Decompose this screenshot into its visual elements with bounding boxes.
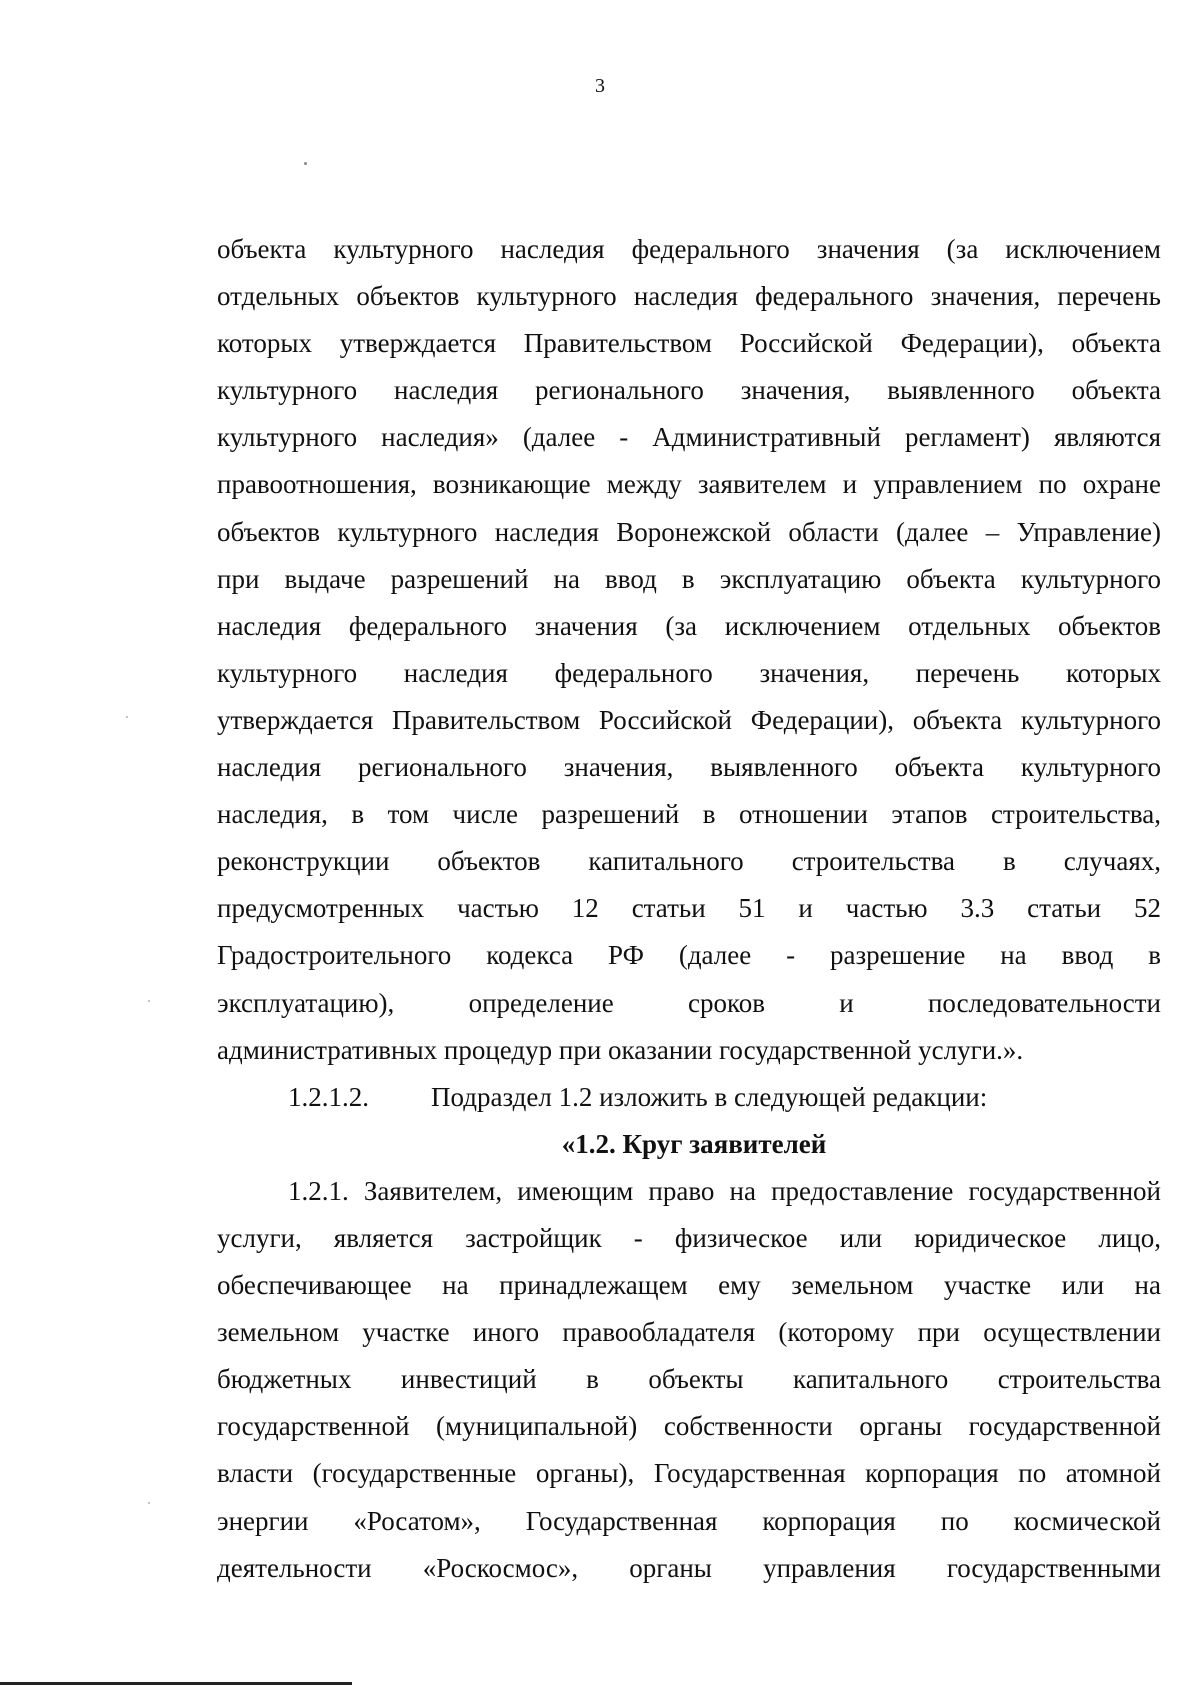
- text-line: при выдаче разрешений на ввод в эксплуатацию объекта культурного: [217, 563, 1161, 594]
- text-line: реконструкции объектов капитального строительства в случаях,: [217, 846, 1161, 877]
- text-line: культурного наследия регионального значения, выявленного объекта: [217, 375, 1161, 406]
- subsection-line: [217, 1074, 1161, 1121]
- scan-speck: [148, 1502, 150, 1504]
- document-body: [217, 226, 1161, 1592]
- text-line: наследия, в том числе разрешений в отношении этапов строительства,: [217, 799, 1161, 830]
- scan-speck: [304, 162, 307, 165]
- text-line: власти (государственные органы), Государственная корпорация по атомной: [217, 1458, 1161, 1489]
- text-line: энергии «Росатом», Государственная корпорация по космической: [217, 1505, 1161, 1536]
- text-line: земельном участке иного правообладателя (которому при осуществлении: [217, 1317, 1161, 1348]
- text-line: Градостроительного кодекса РФ (далее - разрешение на ввод в: [217, 940, 1161, 971]
- subsection-text: Подраздел 1.2 изложить в следующей редакции:: [431, 1081, 988, 1112]
- text-line: обеспечивающее на принадлежащем ему земельном участке или на: [217, 1270, 1161, 1301]
- page-bottom-rule: [0, 1682, 352, 1685]
- text-line: культурного наследия» (далее - Административный регламент) являются: [217, 422, 1161, 453]
- text-line: бюджетных инвестиций в объекты капитального строительства: [217, 1364, 1161, 1395]
- page-number: 3: [595, 75, 605, 97]
- text-line: объекта культурного наследия федерального значения (за исключением: [217, 234, 1161, 264]
- text-line: которых утверждается Правительством Российской Федерации), объекта: [217, 328, 1161, 359]
- text-line: 1.2.1. Заявителем, имеющим право на предоставление государственной: [288, 1175, 1161, 1206]
- scan-speck: [148, 1000, 150, 1002]
- text-line: правоотношения, возникающие между заявителем и управлением по охране: [217, 469, 1161, 500]
- scan-speck: [126, 716, 128, 718]
- subsection-number: 1.2.1.2.: [288, 1081, 369, 1112]
- text-line: государственной (муниципальной) собственности органы государственной: [217, 1411, 1161, 1442]
- text-line: эксплуатацию), определение сроков и последовательности: [217, 987, 1161, 1018]
- text-line: отдельных объектов культурного наследия федерального значения, перечень: [217, 281, 1161, 312]
- text-line: наследия регионального значения, выявленного объекта культурного: [217, 752, 1161, 783]
- text-line: наследия федерального значения (за исключением отдельных объектов: [217, 610, 1161, 641]
- text-line: предусмотренных частью 12 статьи 51 и частью 3.3 статьи 52: [217, 893, 1161, 924]
- text-line: услуги, является застройщик - физическое или юридическое лицо,: [217, 1222, 1161, 1253]
- text-line: культурного наследия федерального значения, перечень которых: [217, 657, 1161, 688]
- text-line: объектов культурного наследия Воронежской области (далее – Управление): [217, 516, 1161, 547]
- text-line: деятельности «Роскосмос», органы управления государственными: [217, 1552, 1161, 1583]
- text-line: утверждается Правительством Российской Федерации), объекта культурного: [217, 704, 1161, 735]
- text-line: административных процедур при оказании государственной услуги.».: [217, 1034, 1024, 1065]
- section-heading: «1.2. Круг заявителей: [561, 1128, 827, 1159]
